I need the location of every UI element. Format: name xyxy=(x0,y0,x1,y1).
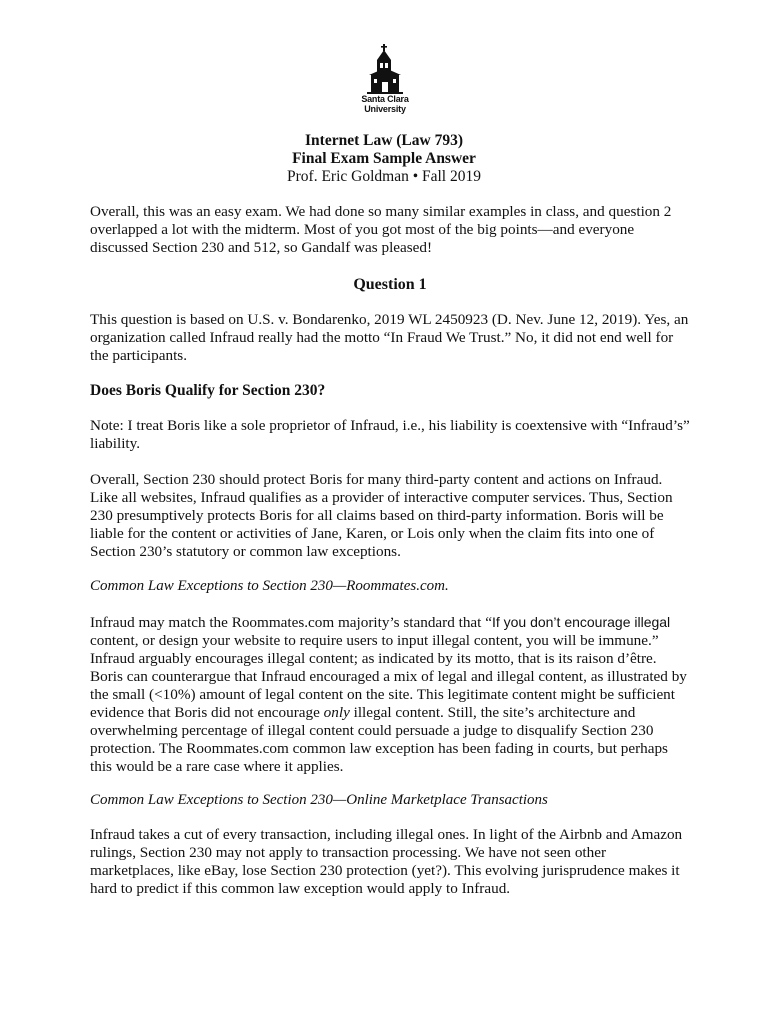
course-title: Internet Law (Law 793) xyxy=(305,132,463,149)
note-paragraph: Note: I treat Boris like a sole proprietor of Infraud, i.e., his liability is coextensive with “Infraud’s” liability. xyxy=(90,417,690,452)
university-logo xyxy=(353,44,417,118)
question-1-heading: Question 1 xyxy=(353,276,427,293)
marketplace-paragraph: Infraud takes a cut of every transaction, including illegal ones. In light of the Airbnb and Amazon rulings, Section 230 may not apply to transaction processing. We have not seen other marketplaces, like eBay, lose Section 230 protection (yet?). This evolving jurisprudence makes it hard to predict if this common law exception would apply to Infraud. xyxy=(90,826,683,897)
subheading-roommates: Common Law Exceptions to Section 230—Roommates.com. xyxy=(90,578,449,594)
author-byline: Prof. Eric Goldman • Fall 2019 xyxy=(287,168,481,185)
roommates-text-b: content, or design your website to require users to input illegal content, you will be immune.” Infraud arguably encourages illegal content; as indicated by its motto, that is its raison d’être. Boris can counterargue that Infraud encouraged a mix of legal and illegal content, as illustrated by the small (<10%) amount of legal content on the site. This legitimate content might be sufficient evidence that Boris did not encourage xyxy=(90,632,687,721)
document-subtitle: Final Exam Sample Answer xyxy=(292,150,476,167)
roommates-text-c: illegal content. Still, the site’s architecture and overwhelming percentage of illegal content could persuade a judge to disqualify Section 230 protection. The Roommates.com common law exception has been fading in courts, but perhaps this would be a rare case where it applies. xyxy=(90,704,668,775)
document-header xyxy=(0,132,768,186)
mission-church-icon xyxy=(367,44,403,94)
subheading-marketplace: Common Law Exceptions to Section 230—Online Marketplace Transactions xyxy=(90,792,548,808)
question-1-intro: This question is based on U.S. v. Bondarenko, 2019 WL 2450923 (D. Nev. June 12, 2019). Yes, an organization called Infraud really had the motto “In Fraud We Trust.” No, it did not end well for the participants. xyxy=(90,311,689,364)
intro-paragraph: Overall, this was an easy exam. We had done so many similar examples in class, and question 2 overlapped a lot with the midterm. Most of you got most of the big points—and everyone discussed Section 230 and 512, so Gandalf was pleased! xyxy=(90,203,672,256)
logo-line-2: University xyxy=(364,104,406,114)
emphasis-only: only xyxy=(323,704,350,721)
overall-paragraph: Overall, Section 230 should protect Boris for many third-party content and actions on Infraud. Like all websites, Infraud qualifies as a provider of interactive computer services. Thus, Section 230 presumptively protects Boris for all claims based on third-party information. Boris will be liable for the content or activities of Jane, Karen, or Lois only when the claim fits into one of Section 230’s statutory or common law exceptions. xyxy=(90,471,673,560)
roommates-paragraph xyxy=(90,613,690,776)
section-heading: Does Boris Qualify for Section 230? xyxy=(90,382,326,399)
logo-line-1: Santa Clara xyxy=(361,94,409,104)
roommates-quote: If you don’t encourage illegal xyxy=(491,614,671,630)
roommates-text-a: Infraud may match the Roommates.com majority’s standard that “ xyxy=(90,614,492,631)
